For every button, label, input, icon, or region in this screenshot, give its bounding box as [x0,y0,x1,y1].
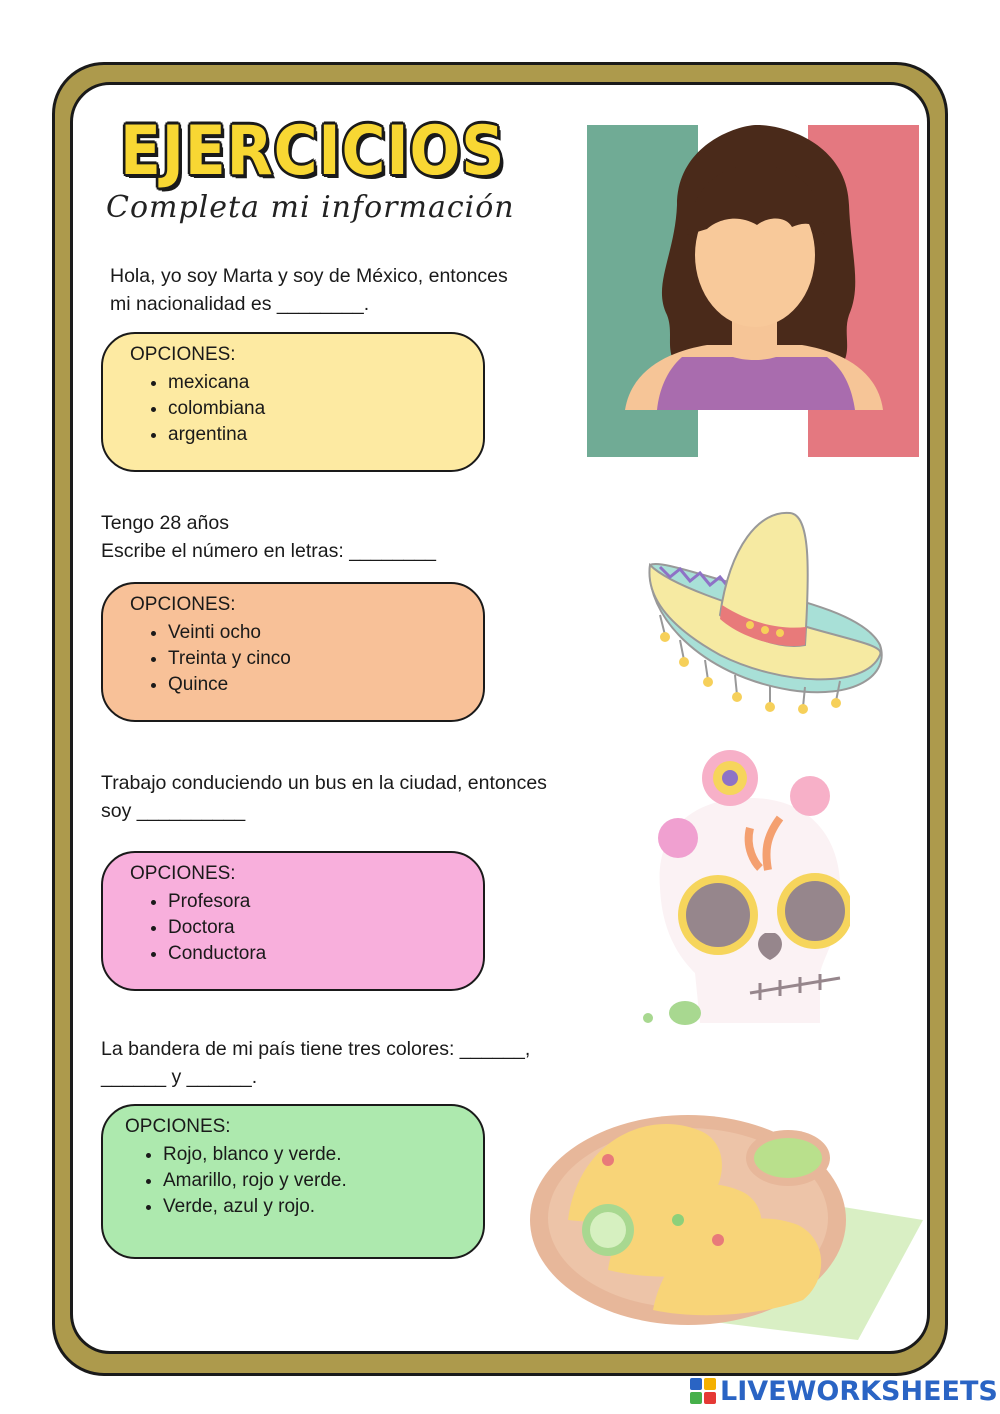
option-item[interactable]: • Profesora [168,889,266,915]
brand-name: LIVEWORKSHEETS [720,1375,998,1407]
question-text-line: Hola, yo soy Marta y soy de México, entonces [110,265,508,287]
liveworksheets-logo-icon [690,1378,716,1404]
question-4 [101,1035,530,1091]
options-list [125,1142,347,1220]
question-text-line: Trabajo conduciendo un bus en la ciudad, entonces [101,772,547,794]
options-list [130,370,265,448]
option-item[interactable]: • Veinti ocho [168,620,291,646]
question-text-line: mi nacionalidad es ________. [110,293,370,315]
question-2 [101,509,436,565]
page-title: EJERCICIOS [120,112,506,191]
option-item[interactable]: • Conductora [168,941,266,967]
option-item[interactable]: • Rojo, blanco y verde. [163,1142,347,1168]
options-box-1 [101,332,485,472]
option-item[interactable]: • colombiana [168,396,265,422]
option-item[interactable]: • Verde, azul y rojo. [163,1194,347,1220]
question-text-line: Escribe el número en letras: ________ [101,540,436,562]
options-label: OPCIONES: [130,863,236,884]
question-text-line: soy __________ [101,800,246,822]
option-item[interactable]: • Treinta y cinco [168,646,291,672]
option-item[interactable]: • Doctora [168,915,266,941]
question-text-line: Tengo 28 años [101,512,229,534]
question-text-line: ______ y ______. [101,1066,258,1088]
option-item[interactable]: • Amarillo, rojo y verde. [163,1168,347,1194]
sombrero-illustration [640,505,890,720]
page-subtitle: Completa mi información [106,190,515,225]
option-item[interactable]: • argentina [168,422,265,448]
tacos-illustration [528,1100,930,1342]
sugar-skull-illustration [640,738,850,1038]
question-3 [101,769,547,825]
brand-footer[interactable] [690,1374,998,1408]
options-box-3 [101,851,485,991]
options-list [130,620,291,698]
question-text-line: La bandera de mi país tiene tres colores: ______, [101,1038,531,1060]
options-label: OPCIONES: [130,344,236,365]
options-label: OPCIONES: [130,594,236,615]
options-label: OPCIONES: [125,1116,231,1137]
option-item[interactable]: • Quince [168,672,291,698]
question-1 [110,262,508,318]
option-item[interactable]: • mexicana [168,370,265,396]
options-list [130,889,266,967]
girl-flag-illustration [587,125,919,457]
options-box-2 [101,582,485,722]
options-box-4 [101,1104,485,1259]
